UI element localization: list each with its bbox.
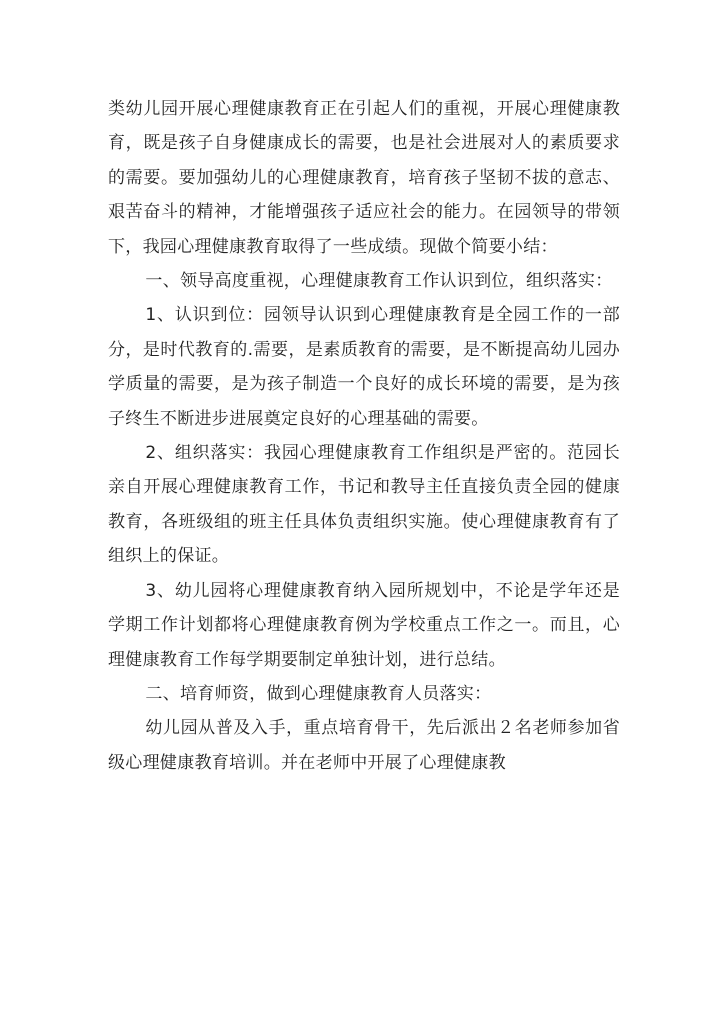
paragraph-training: 幼儿园从普及入手，重点培育骨干，先后派出２名老师参加省级心理健康教育培训。并在老师中开展了心理健康教 <box>108 718 620 773</box>
paragraph-item-3: 3、幼儿园将心理健康教育纳入园所规划中，不论是学年还是学期工作计划都将心理健康教育例为学校重点工作之一。而且，心理健康教育工作每学期要制定单独计划，进行总结。 <box>108 580 620 670</box>
paragraph-section-1-heading: 一、领导高度重视，心理健康教育工作认识到位，组织落实： <box>145 271 613 292</box>
paragraph-item-1: 1、认识到位：园领导认识到心理健康教育是全园工作的一部分，是时代教育的.需要，是素质教育的需要，是不断提高幼儿园办学质量的需要，是为孩子制造一个良好的成长环境的需要，是为孩子终生不断进步进展奠定良好的心理基础的需要。 <box>108 305 620 429</box>
paragraph-item-2: 2、组织落实：我园心理健康教育工作组织是严密的。范园长亲自开展心理健康教育工作，书记和教导主任直接负责全园的健康教育，各班级组的班主任具体负责组织实施。使心理健康教育有了组织上的保证。 <box>108 443 620 567</box>
paragraph-intro: 类幼儿园开展心理健康教育正在引起人们的重视，开展心理健康教育，既是孩子自身健康成长的需要，也是社会进展对人的素质要求的需要。要加强幼儿的心理健康教育，培育孩子坚韧不拔的意志、艰苦奋斗的精神，才能增强孩子适应社会的能力。在园领导的带领下，我园心理健康教育取得了一些成绩。现做个简要小结： <box>108 99 620 257</box>
paragraph-section-2-heading: 二、培育师资，做到心理健康教育人员落实： <box>145 683 492 704</box>
document-body <box>108 92 620 780</box>
